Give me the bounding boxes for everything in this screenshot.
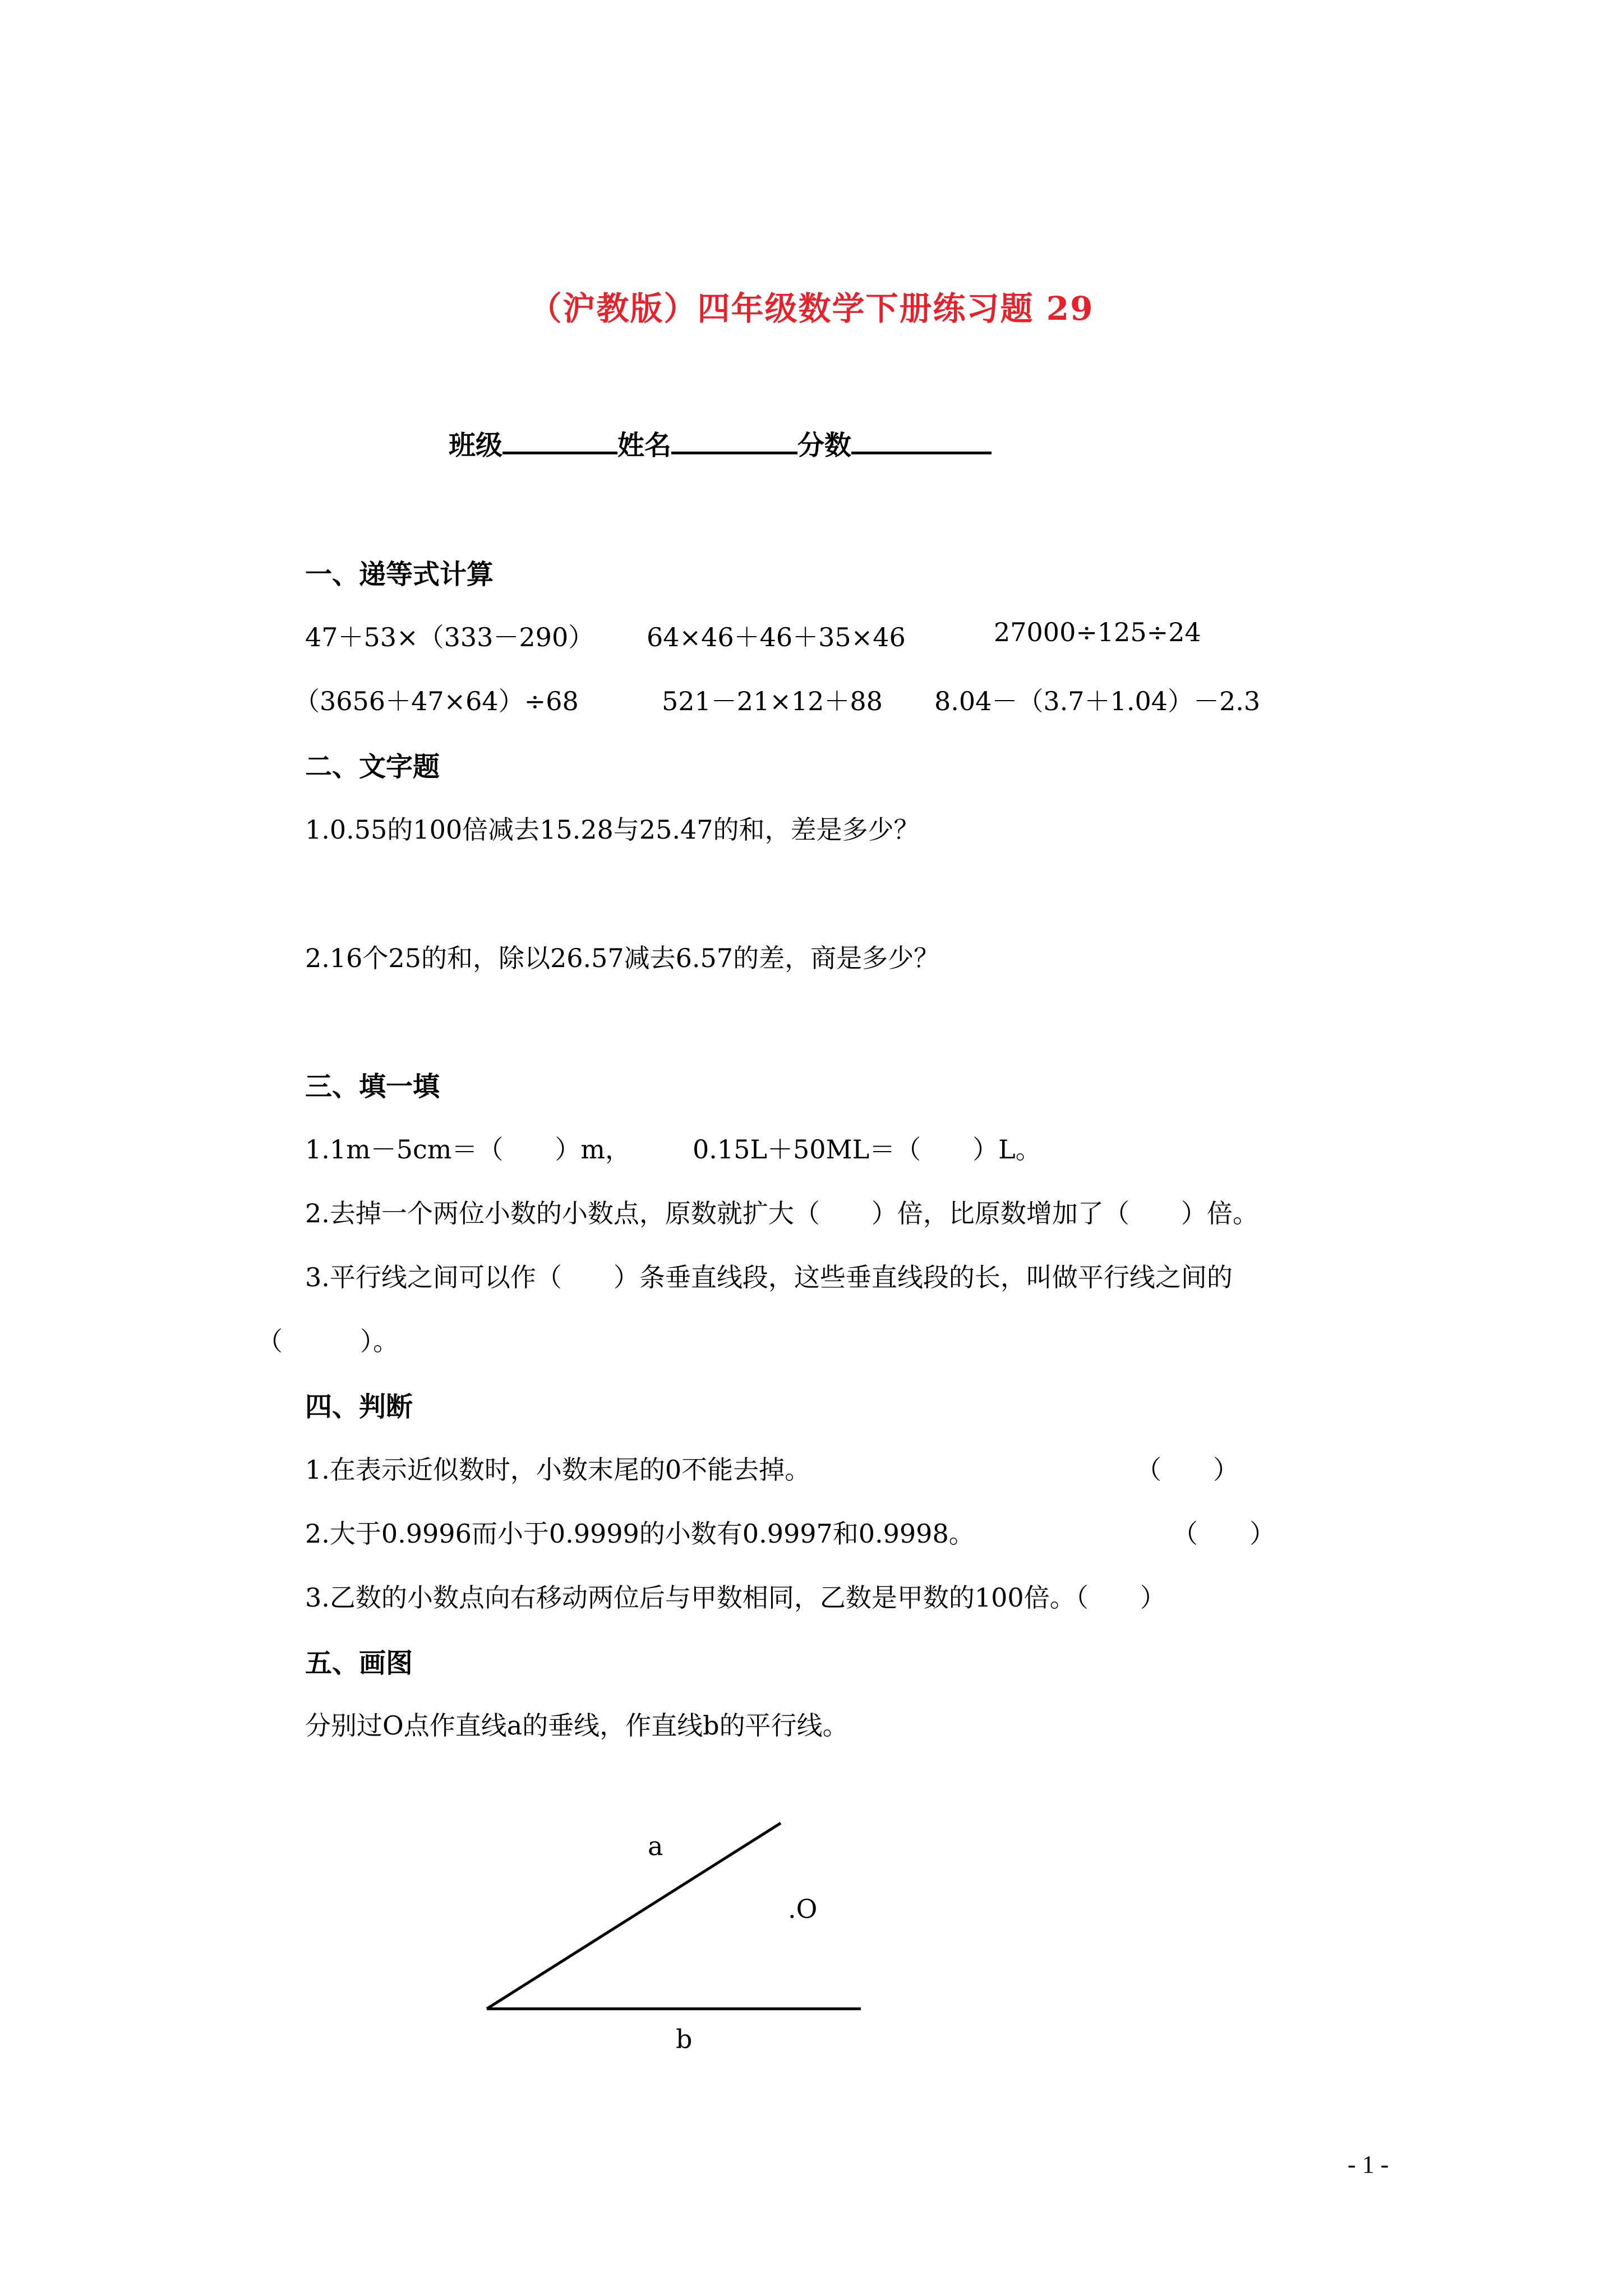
class-label: 班级: [449, 430, 503, 461]
calc-item: （3656＋47×64）÷68: [294, 686, 579, 716]
score-label: 分数: [797, 430, 852, 461]
calc-item: 27000÷125÷24: [994, 617, 1201, 647]
fill-item-1a: 1.1m－5cm＝（ ）m，: [305, 1134, 631, 1165]
section-heading-drawing: 五、画图: [305, 1648, 413, 1679]
section-heading-true-false: 四、判断: [305, 1391, 413, 1423]
line-a: [487, 1823, 781, 2009]
fill-item-2: 2.去掉一个两位小数的小数点，原数就扩大（ ）倍，比原数增加了（ ）倍。: [305, 1198, 1258, 1228]
page-title: （沪教版）四年级数学下册练习题 29: [529, 289, 1094, 328]
drawing-instruction: 分别过O点作直线a的垂线，作直线b的平行线。: [305, 1710, 849, 1741]
name-label: 姓名: [617, 430, 672, 461]
judge-item-3: 3.乙数的小数点向右移动两位后与甲数相同，乙数是甲数的100倍。（ ）: [305, 1582, 1166, 1613]
fill-item-3b: （ ）。: [257, 1326, 399, 1356]
word-problem-1: 1.0.55的100倍减去15.28与25.47的和，差是多少？: [305, 815, 920, 845]
calc-item: 47＋53×（333－290）: [305, 622, 594, 652]
fill-item-3a: 3.平行线之间可以作（ ）条垂直线段，这些垂直线段的长，叫做平行线之间的: [305, 1262, 1233, 1292]
word-problem-2: 2.16个25的和，除以26.57减去6.57的差，商是多少？: [305, 943, 940, 973]
calc-item: 8.04－（3.7＋1.04）－2.3: [934, 686, 1261, 716]
label-line-b: b: [676, 2024, 693, 2054]
judge-item-1: 1.在表示近似数时，小数末尾的0不能去掉。: [305, 1455, 811, 1485]
page-number: - 1 -: [1348, 2151, 1389, 2178]
section-heading-fill-in: 三、填一填: [305, 1071, 440, 1102]
fill-item-1b: 0.15L＋50ML＝（ ）L。: [693, 1134, 1041, 1165]
judge-paren-1: （ ）: [1136, 1455, 1239, 1485]
judge-paren-2: （ ）: [1172, 1519, 1275, 1549]
calc-item: 64×46＋46＋35×46: [647, 622, 906, 652]
calc-item: 521－21×12＋88: [662, 686, 883, 716]
section-heading-word-problems: 二、文字题: [305, 751, 440, 783]
section-heading-calculation: 一、递等式计算: [305, 559, 494, 590]
label-point-o: .O: [788, 1894, 818, 1924]
judge-item-2: 2.大于0.9996而小于0.9999的小数有0.9997和0.9998。: [305, 1519, 975, 1549]
label-line-a: a: [648, 1831, 663, 1861]
